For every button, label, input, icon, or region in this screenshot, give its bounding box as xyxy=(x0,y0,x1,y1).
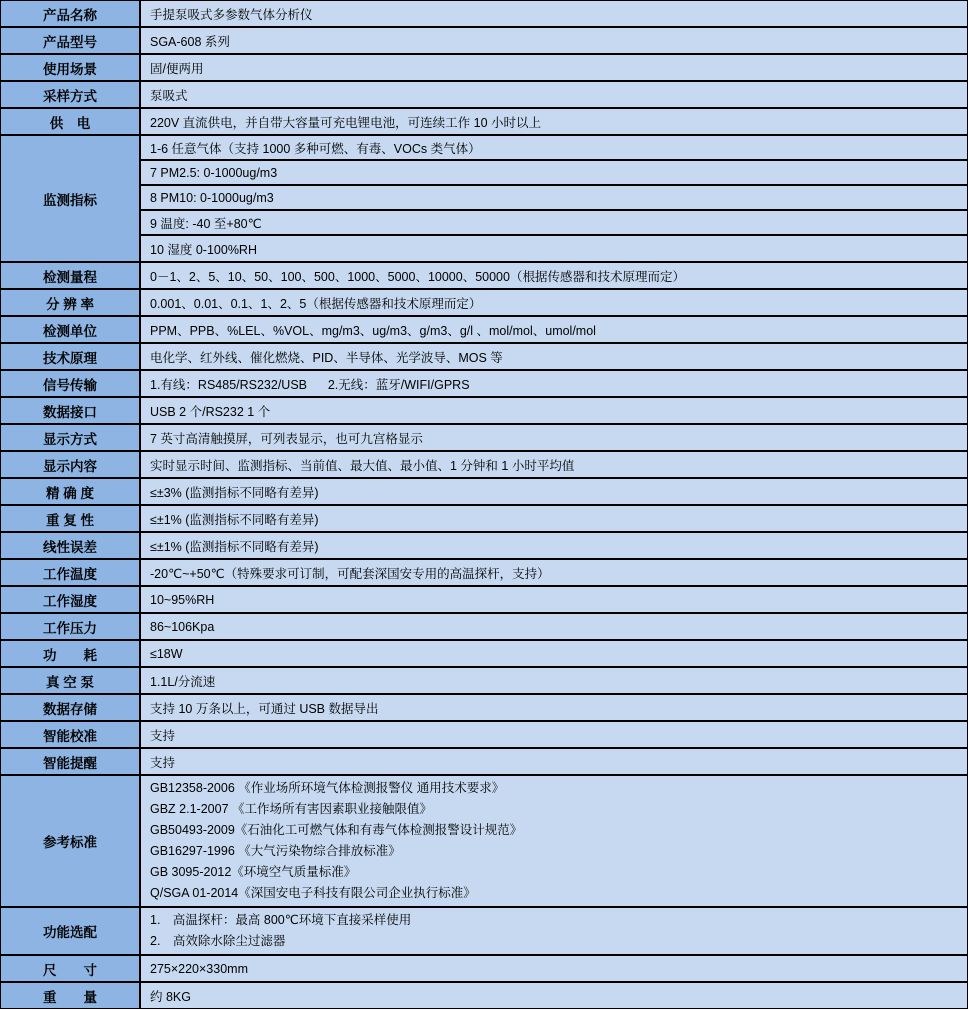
spec-value: 支持 xyxy=(141,749,967,774)
spec-row-label: 智能校准 xyxy=(1,722,141,747)
spec-value: 275×220×330mm xyxy=(141,956,967,981)
spec-row-label: 线性误差 xyxy=(1,533,141,558)
spec-row-label: 检测量程 xyxy=(1,263,141,288)
spec-row-label: 监测指标 xyxy=(1,136,141,261)
spec-row-label: 重 量 xyxy=(1,983,141,1008)
spec-row xyxy=(1,344,967,371)
spec-value-line: GB12358-2006 《作业场所环境气体检测报警仪 通用技术要求》 xyxy=(150,781,505,795)
spec-value: 10~95%RH xyxy=(141,587,967,612)
spec-row-label: 工作温度 xyxy=(1,560,141,585)
spec-row-label: 信号传输 xyxy=(1,371,141,396)
spec-value-line: 1. 高温探杆：最高 800℃环境下直接采样使用 xyxy=(150,913,412,927)
spec-row-label: 显示内容 xyxy=(1,452,141,477)
spec-row xyxy=(1,55,967,82)
spec-value: 支持 10 万条以上，可通过 USB 数据导出 xyxy=(141,695,967,720)
spec-value-line: GB16297-1996 《大气污染物综合排放标准》 xyxy=(150,844,401,858)
spec-row-label: 参考标准 xyxy=(1,776,141,906)
spec-row xyxy=(1,533,967,560)
spec-value: 电化学、红外线、催化燃烧、PID、半导体、光学波导、MOS 等 xyxy=(141,344,967,369)
spec-subrow-group xyxy=(141,136,967,261)
spec-row xyxy=(1,263,967,290)
spec-row-label: 数据接口 xyxy=(1,398,141,423)
spec-value-line: GBZ 2.1-2007 《工作场所有害因素职业接触限值》 xyxy=(150,802,432,816)
spec-value-line: GB50493-2009《石油化工可燃气体和有毒气体检测报警设计规范》 xyxy=(150,823,523,837)
spec-row-label: 技术原理 xyxy=(1,344,141,369)
spec-value: PPM、PPB、%LEL、%VOL、mg/m3、ug/m3、g/m3、g/l 、mol/mol、umol/mol xyxy=(141,317,967,342)
spec-value-line: Q/SGA 01-2014《深国安电子科技有限公司企业执行标准》 xyxy=(150,886,476,900)
spec-row-label: 产品型号 xyxy=(1,28,141,53)
spec-row xyxy=(1,136,967,263)
spec-row-label: 产品名称 xyxy=(1,1,141,26)
spec-row-label: 工作压力 xyxy=(1,614,141,639)
spec-value-multiline xyxy=(141,908,967,954)
spec-row-label: 供 电 xyxy=(1,109,141,134)
spec-value: 泵吸式 xyxy=(141,82,967,107)
spec-row xyxy=(1,983,967,1008)
spec-row-label: 使用场景 xyxy=(1,55,141,80)
spec-value: 10 湿度 0-100%RH xyxy=(141,236,967,261)
spec-row-label: 检测单位 xyxy=(1,317,141,342)
spec-row xyxy=(1,695,967,722)
spec-value: ≤±3% (监测指标不同略有差异) xyxy=(141,479,967,504)
spec-row-label: 分 辨 率 xyxy=(1,290,141,315)
spec-row xyxy=(1,506,967,533)
spec-value: 1-6 任意气体（支持 1000 多种可燃、有毒、VOCs 类气体） xyxy=(141,136,967,161)
spec-value-multiline xyxy=(141,776,967,906)
spec-row-label: 工作湿度 xyxy=(1,587,141,612)
spec-value-line: GB 3095-2012《环境空气质量标准》 xyxy=(150,865,357,879)
spec-row xyxy=(1,956,967,983)
spec-row xyxy=(1,641,967,668)
spec-row xyxy=(1,317,967,344)
spec-value-line: 2. 高效除水除尘过滤器 xyxy=(150,934,286,948)
spec-row xyxy=(1,479,967,506)
spec-value: 0－1、2、5、10、50、100、500、1000、5000、10000、50000（根据传感器和技术原理而定） xyxy=(141,263,967,288)
spec-row-label: 精 确 度 xyxy=(1,479,141,504)
spec-value: 86~106Kpa xyxy=(141,614,967,639)
spec-value: 约 8KG xyxy=(141,983,967,1008)
spec-value: 0.001、0.01、0.1、1、2、5（根据传感器和技术原理而定） xyxy=(141,290,967,315)
spec-row-label: 数据存储 xyxy=(1,695,141,720)
spec-row xyxy=(1,908,967,956)
spec-row xyxy=(1,776,967,908)
spec-row xyxy=(1,587,967,614)
spec-value: 7 英寸高清触摸屏，可列表显示，也可九宫格显示 xyxy=(141,425,967,450)
spec-row xyxy=(1,290,967,317)
spec-row xyxy=(1,398,967,425)
spec-value: 9 温度: -40 至+80℃ xyxy=(141,211,967,236)
spec-row-label: 功能选配 xyxy=(1,908,141,954)
spec-row xyxy=(1,1,967,28)
spec-value: 220V 直流供电，并自带大容量可充电锂电池，可连续工作 10 小时以上 xyxy=(141,109,967,134)
spec-row xyxy=(1,614,967,641)
spec-value: -20℃~+50℃（特殊要求可订制，可配套深国安专用的高温探杆，支持） xyxy=(141,560,967,585)
spec-value: ≤±1% (监测指标不同略有差异) xyxy=(141,533,967,558)
spec-value: 1.有线：RS485/RS232/USB 2.无线：蓝牙/WIFI/GPRS xyxy=(141,371,967,396)
spec-value: 固/便两用 xyxy=(141,55,967,80)
spec-value: USB 2 个/RS232 1 个 xyxy=(141,398,967,423)
spec-row-label: 显示方式 xyxy=(1,425,141,450)
spec-row xyxy=(1,749,967,776)
spec-row xyxy=(1,109,967,136)
spec-value: 1.1L/分流速 xyxy=(141,668,967,693)
spec-row xyxy=(1,425,967,452)
spec-row xyxy=(1,371,967,398)
spec-row-label: 采样方式 xyxy=(1,82,141,107)
spec-row xyxy=(1,560,967,587)
spec-row-label: 重 复 性 xyxy=(1,506,141,531)
spec-value: 支持 xyxy=(141,722,967,747)
spec-value: SGA-608 系列 xyxy=(141,28,967,53)
spec-row xyxy=(1,668,967,695)
spec-value: 手提泵吸式多参数气体分析仪 xyxy=(141,1,967,26)
spec-row-label: 智能提醒 xyxy=(1,749,141,774)
spec-value: 8 PM10: 0-1000ug/m3 xyxy=(141,186,967,211)
spec-row xyxy=(1,82,967,109)
spec-row xyxy=(1,722,967,749)
spec-row xyxy=(1,28,967,55)
spec-row-label: 真 空 泵 xyxy=(1,668,141,693)
spec-value: 实时显示时间、监测指标、当前值、最大值、最小值、1 分钟和 1 小时平均值 xyxy=(141,452,967,477)
spec-row-label: 功 耗 xyxy=(1,641,141,666)
spec-row xyxy=(1,452,967,479)
spec-row-label: 尺 寸 xyxy=(1,956,141,981)
spec-value: 7 PM2.5: 0-1000ug/m3 xyxy=(141,161,967,186)
spec-value: ≤±1% (监测指标不同略有差异) xyxy=(141,506,967,531)
spec-value: ≤18W xyxy=(141,641,967,666)
